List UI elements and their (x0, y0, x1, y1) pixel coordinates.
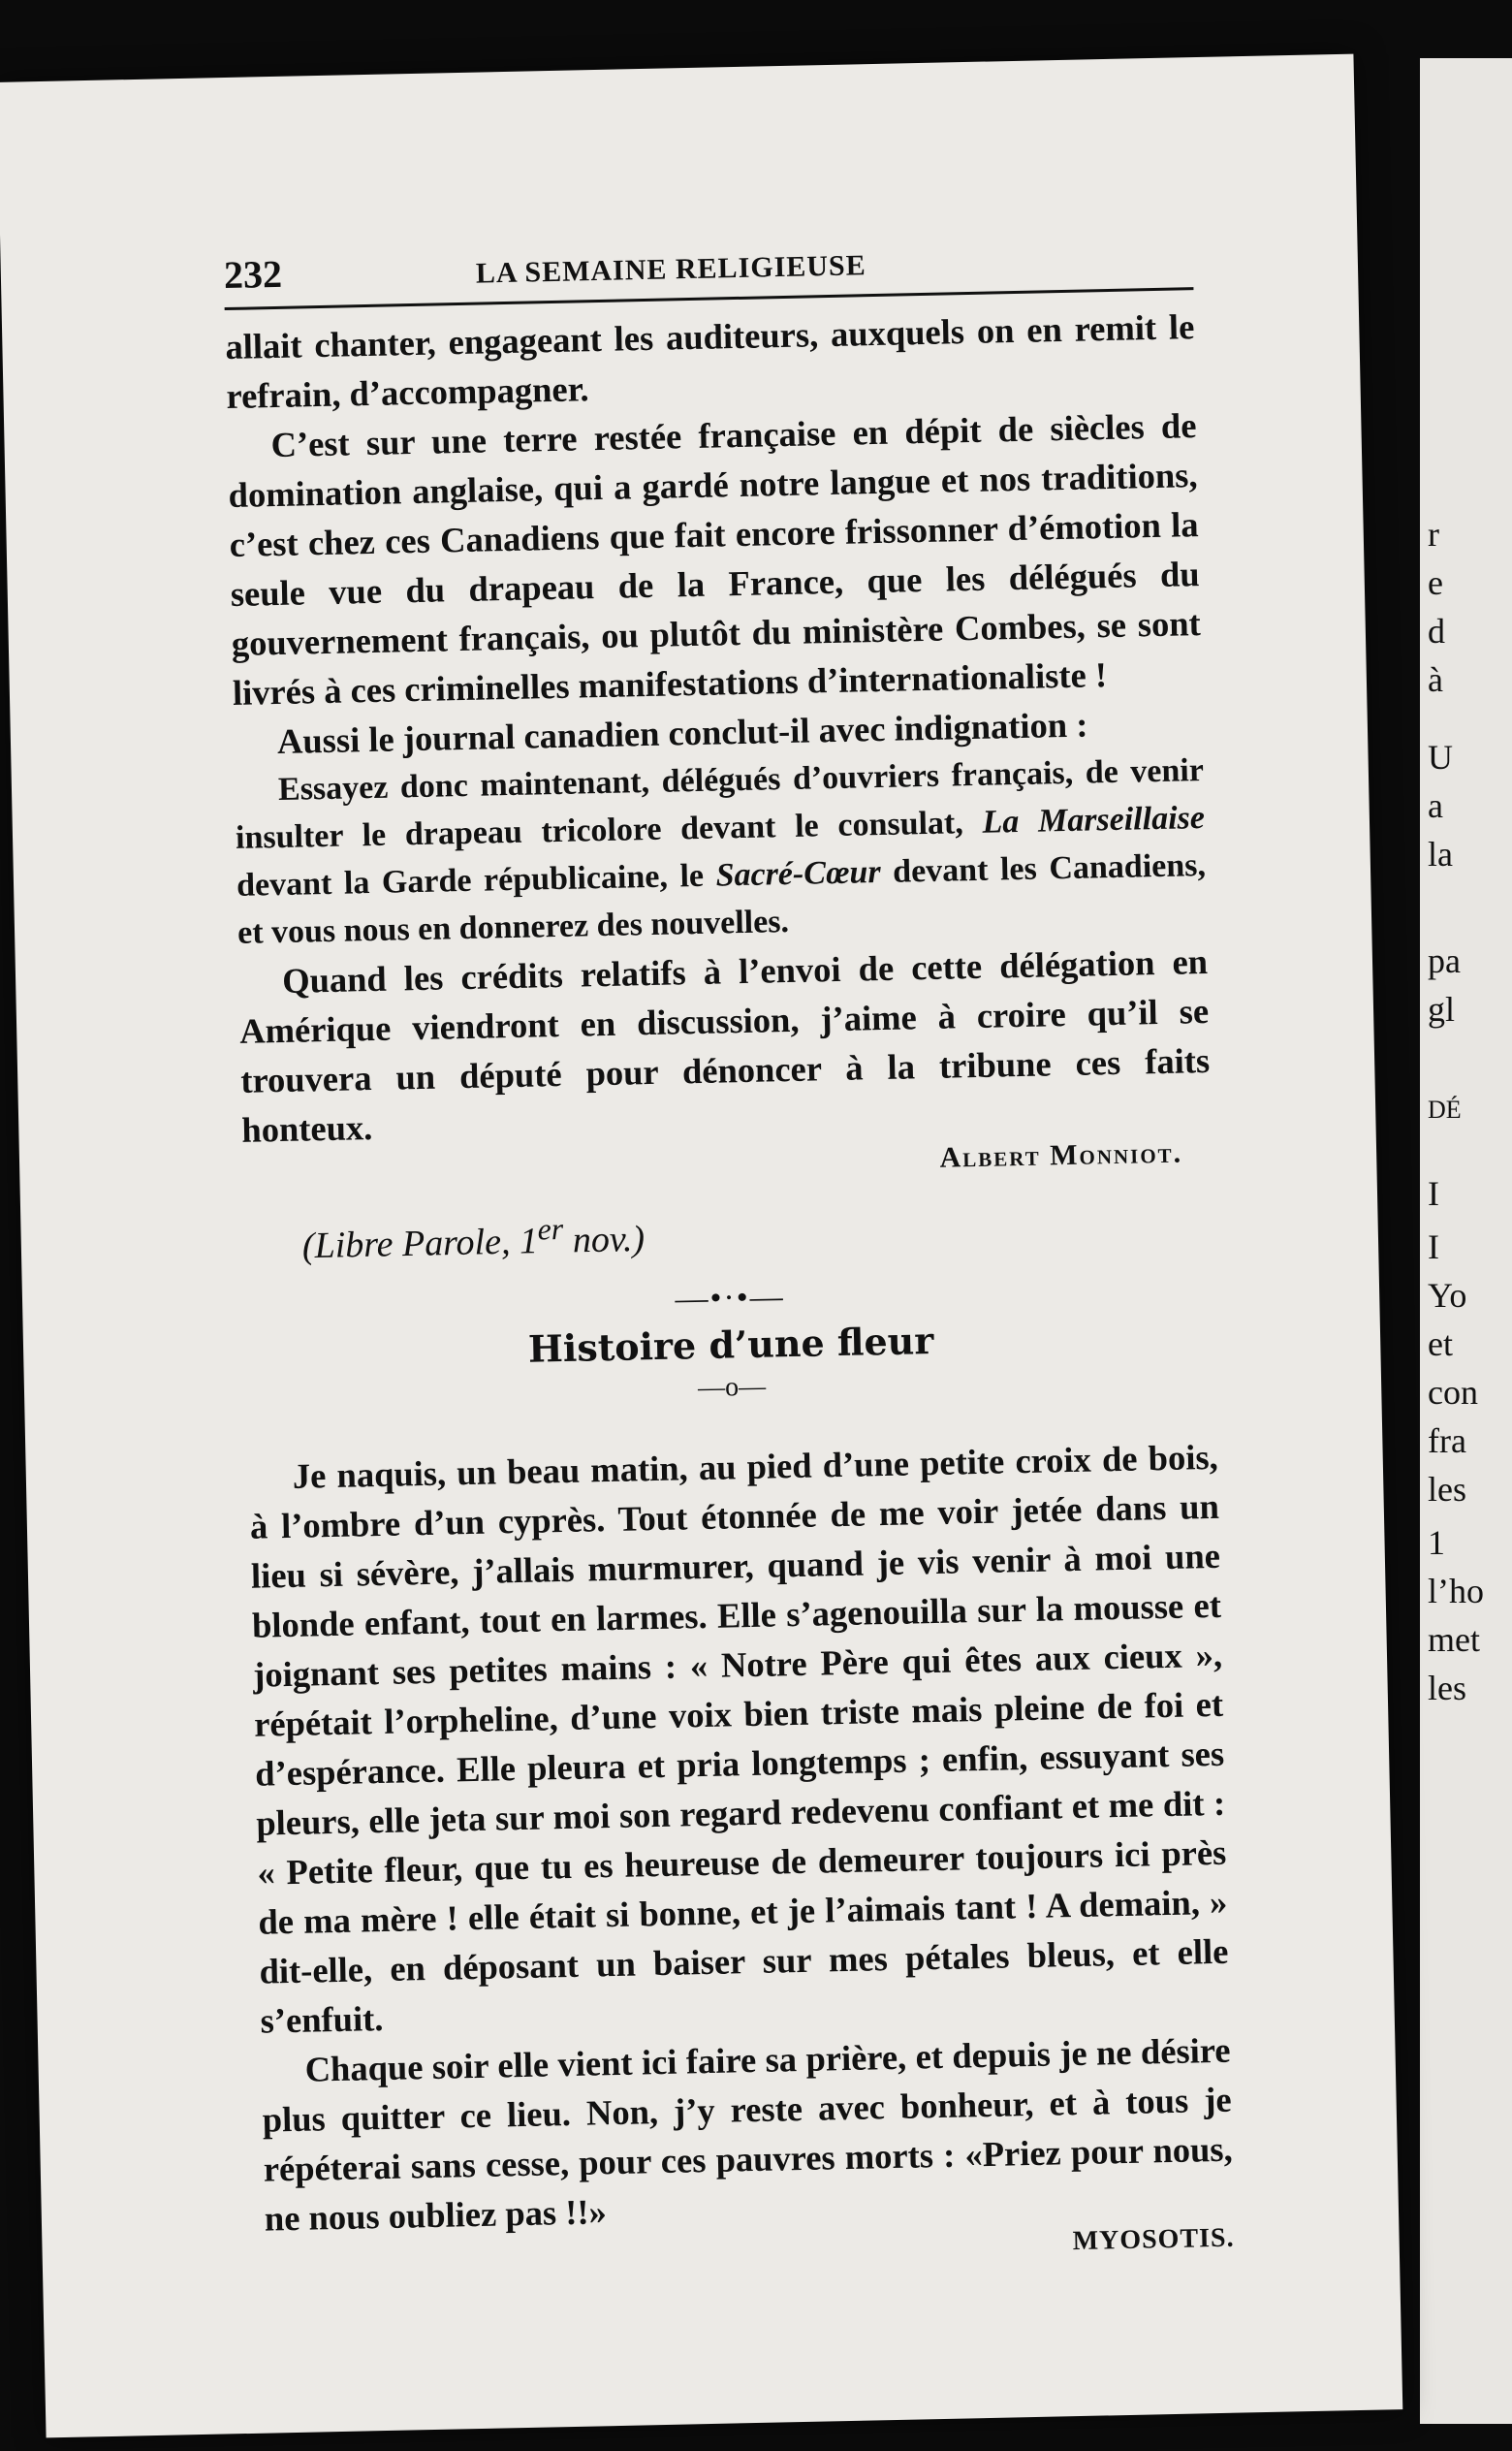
quoted-paragraph (235, 747, 1208, 957)
section-title: Histoire d’une fleur (527, 1318, 934, 1371)
paragraph: C’est sur une terre restée française en dépit de siècles de domination anglaise, qui a gardé notre langue et nos traditions, c’est chez ces Canadiens que fait encore frissonner d’émotion la seule vue du drapeau de la France, que les délégués du gouvernement français, ou plutôt du ministère Combes, se sont livrés à ces criminelles manifestations d’internationaliste ! (228, 405, 1202, 713)
quote-emphasis: La Marseillaise (982, 799, 1206, 841)
paragraph: Aussi le journal canadien conclut-il avec indignation : (276, 704, 1088, 762)
ornament-divider: —•·•— (675, 1278, 786, 1318)
adjacent-fragment: U (1428, 738, 1453, 777)
author-signature: MYOSOTIS. (1072, 2222, 1235, 2256)
adjacent-fragment: et (1428, 1324, 1453, 1363)
adjacent-fragment: gl (1428, 990, 1456, 1029)
quote-text: devant la Garde républicaine, le (236, 857, 717, 904)
paragraph: Chaque soir elle vient ici faire sa prière, et depuis je ne désire plus quitter ce lieu. Non, j’y reste avec bonheur, et à tous je répéterai sans cesse, pour ces pauvres morts : «Priez pour nous, ne nous oubliez pas !!» (262, 2029, 1234, 2239)
journal-title: LA SEMAINE RELIGIEUSE (475, 249, 867, 290)
quote-text: devant les Canadiens, et vous nous en donnerez des nouvelles. (236, 846, 1207, 951)
adjacent-page (1420, 58, 1512, 2424)
adjacent-fragment: l’ho (1428, 1572, 1484, 1610)
adjacent-fragment: a (1428, 786, 1443, 825)
adjacent-fragment: met (1428, 1620, 1480, 1659)
book-page (0, 54, 1402, 2438)
adjacent-fragment: e (1428, 563, 1443, 602)
adjacent-fragment: à (1428, 660, 1443, 699)
adjacent-fragment: I (1428, 1227, 1439, 1266)
source-superscript: er (537, 1211, 564, 1247)
adjacent-fragment: les (1428, 1470, 1466, 1509)
adjacent-fragment: r (1428, 515, 1439, 554)
paragraph: Je naquis, un beau matin, au pied d’une petite croix de bois, à l’ombre d’un cyprès. Tout étonnée de me voir jetée dans un lieu si sévère, j’allais murmurer, quand je vis venir à moi une blonde enfant, tout en larmes. Elle s’agenouilla sur la mousse et joignant ses petites mains : « Notre Père qui êtes aux cieux », répétait l’orpheline, d’une voix bien triste mais pleine de foi et d’espérance. Elle pleura et pria longtemps ; enfin, essuyant ses pleurs, elle jeta sur moi son regard redevenu confiant et me dit : « Petite fleur, que tu es heureuse de demeurer toujours ici près de ma mère ! elle était si bonne, et je l’aimais tant ! A demain, » dit-elle, en déposant un baiser sur mes pétales bleus, et elle s’enfuit. (249, 1436, 1229, 2041)
adjacent-fragment: les (1428, 1669, 1466, 1707)
paragraph: allait chanter, engageant les auditeurs, auxquels on en remit le refrain, d’accompagner. (225, 306, 1195, 417)
source-text: nov.) (562, 1218, 646, 1261)
source-citation (301, 1198, 1213, 1267)
page-content (223, 232, 1234, 2274)
page-number: 232 (223, 251, 283, 298)
adjacent-fragment: I (1428, 1174, 1439, 1213)
adjacent-fragment: Yo (1428, 1276, 1467, 1315)
adjacent-fragment: la (1428, 835, 1453, 874)
adjacent-fragment: fra (1428, 1421, 1466, 1460)
adjacent-fragment: d (1428, 612, 1445, 651)
paragraph: Quand les crédits relatifs à l’envoi de cette délégation en Amérique viendront en discussion, j’aime à croire qu’il se trouvera un député pour dénoncer à la tribune ces faits honteux. (238, 940, 1211, 1150)
running-head (223, 232, 1193, 310)
author-signature: Albert Monniot. (939, 1136, 1183, 1174)
quote-text: Essayez donc maintenant, délégués d’ouvriers français, de venir insulter le drapeau tricolore devant le consulat, (235, 752, 1205, 856)
adjacent-fragment: pa (1428, 941, 1461, 980)
adjacent-fragment: DÉ (1428, 1096, 1462, 1124)
adjacent-fragment: 1 (1428, 1523, 1445, 1562)
quote-emphasis: Sacré-Cœur (715, 854, 881, 894)
source-text: (Libre Parole, 1 (301, 1221, 539, 1267)
adjacent-fragment: con (1428, 1373, 1478, 1412)
small-ornament: —o— (697, 1371, 767, 1403)
